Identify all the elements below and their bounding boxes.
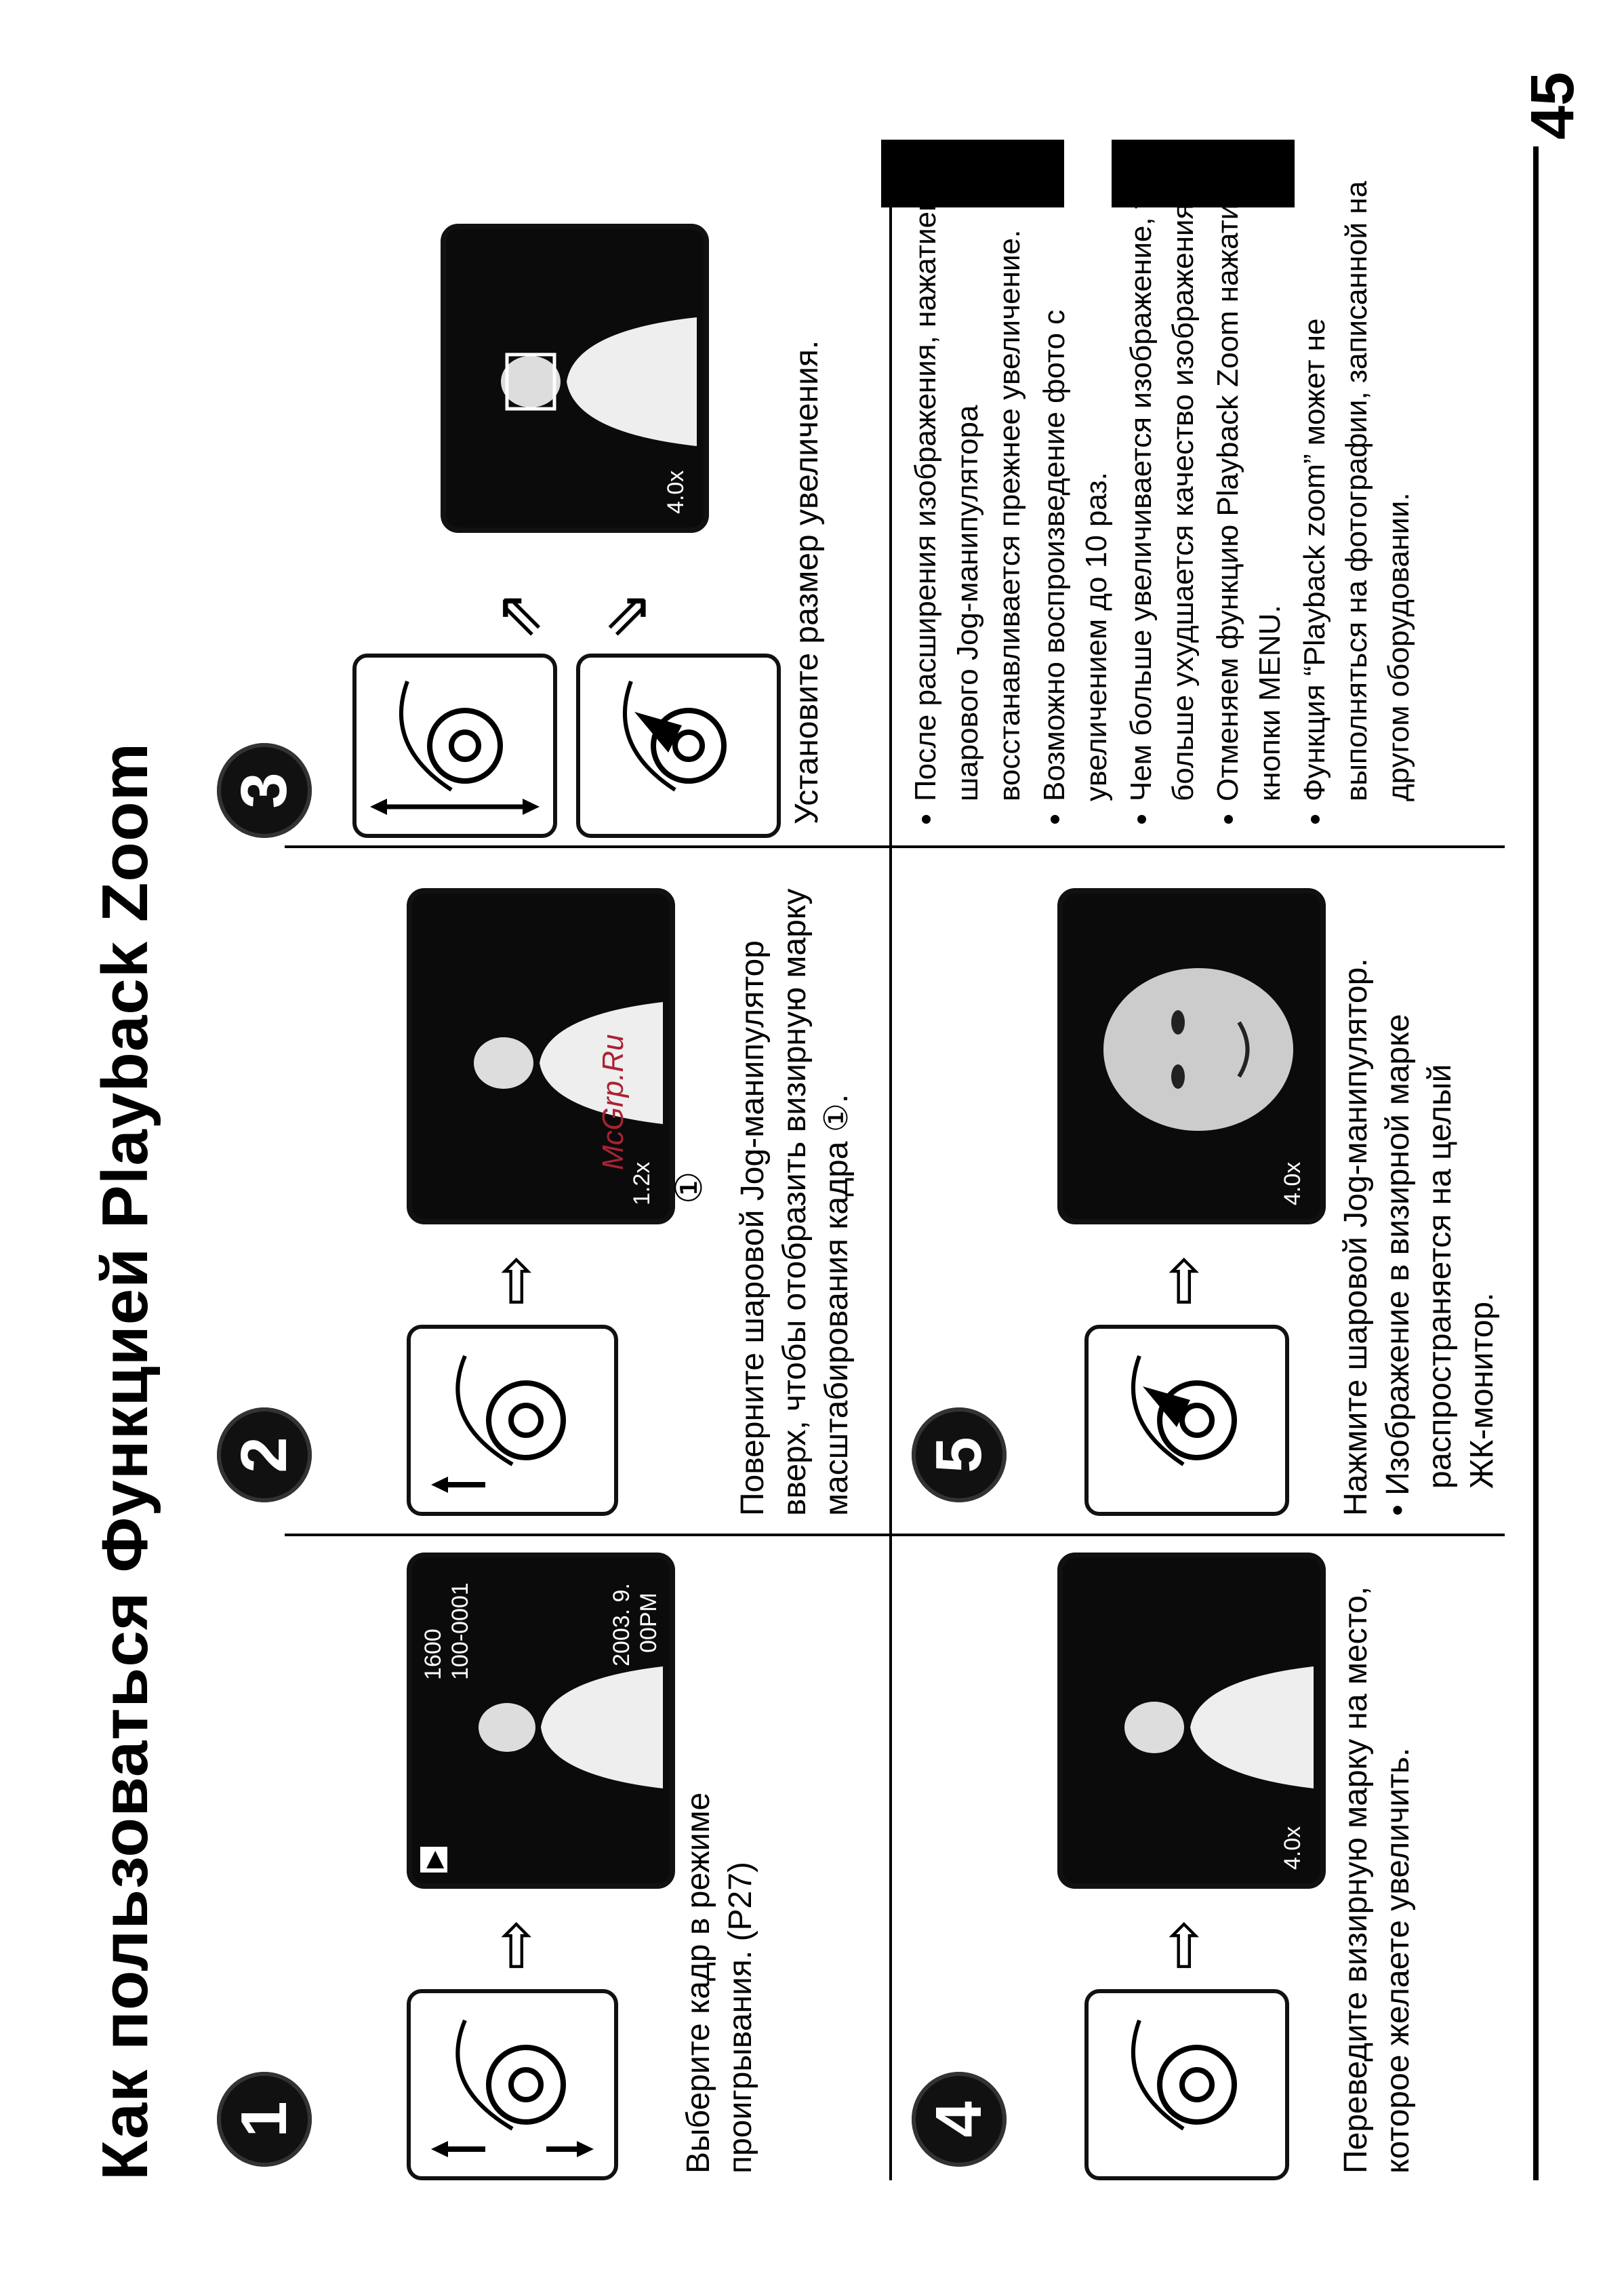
photo-figure (1117, 1653, 1314, 1802)
photo-figure (473, 1653, 663, 1802)
note-item: • После расширения изображения, нажатием шарового Jog-манипулятора восстанавливается прежнее увеличение. (905, 153, 1031, 801)
step-5-line-2: • Изображение в визирной марке (1380, 1014, 1416, 1516)
row-divider (889, 146, 892, 2180)
step-5-line-4: ЖК-монитор. (1464, 1292, 1500, 1489)
step-2-badge: 2 (217, 1407, 312, 1502)
flow-arrow-up-icon: ⇗ (485, 590, 552, 641)
photo-face-closeup (1083, 948, 1307, 1165)
step-4-text: Переведите визирную марку на место, которое желаете увеличить. (1338, 1586, 1416, 2174)
date-label: 2003. 9. (609, 1583, 634, 1666)
jog-dial-press-icon (1089, 1329, 1285, 1512)
step-1-screen (407, 1553, 675, 1889)
notes-section (905, 153, 1423, 831)
step-5-screen (1057, 888, 1326, 1224)
step-2-text: Поверните шаровой Jog-манипулятор вверх, чтобы отобразить визирную марку масштабирования кадра ①. (735, 888, 855, 1516)
step-1-jog-panel (407, 1989, 618, 2180)
photo-figure (493, 304, 697, 460)
step-3-text: Установите размер увеличения. (789, 340, 825, 824)
jog-dial-press-icon (580, 658, 777, 834)
photo-figure (466, 988, 663, 1138)
flow-arrow-icon: ⇨ (1149, 1254, 1217, 1306)
step-5-jog-panel (1084, 1325, 1289, 1516)
jog-dial-icon (357, 658, 553, 834)
quality-label: 1600 (420, 1628, 446, 1680)
bottom-rule (1533, 146, 1539, 2180)
time-label: 00PM (636, 1593, 662, 1653)
step-3-jog-panel-lower (576, 654, 781, 838)
watermark: McGrp.Ru (596, 1034, 630, 1170)
page-title: Как пользоваться Функцией Playback Zoom (89, 742, 161, 2180)
play-mode-icon: ▶ (420, 1847, 447, 1873)
step-1-badge: 1 (217, 2072, 312, 2167)
note-item: • Возможно воспроизведение фото с увеличением до 10 раз. (1034, 153, 1118, 801)
note-item: • Чем больше увеличивается изображение, тем больше ухудшается качество изображения. (1120, 153, 1204, 801)
flow-arrow-icon: ⇨ (481, 1919, 549, 1970)
step-3-jog-panel-upper (352, 654, 557, 838)
zoom-label: 4.0x (663, 470, 689, 514)
note-item: • Функция “Playback zoom” может не выполняться на фотографии, записанной на другом оборудовании. (1294, 153, 1420, 801)
step-5-text (1335, 865, 1503, 1516)
step-4-screen (1057, 1553, 1326, 1889)
flow-arrow-icon: ⇨ (1149, 1919, 1217, 1970)
step-5-line-1: Нажмите шаровой Jog-манипулятор. (1338, 958, 1374, 1516)
step-5-badge: 5 (912, 1407, 1007, 1502)
col-divider-1 (285, 1534, 1505, 1536)
flow-arrow-icon: ⇨ (481, 1254, 549, 1306)
step-3-badge: 3 (217, 743, 312, 838)
jog-dial-icon (1089, 1993, 1285, 2176)
step-4-badge: 4 (912, 2072, 1007, 2167)
flow-arrow-down-icon: ⇘ (593, 590, 661, 641)
step-4-jog-panel (1084, 1989, 1289, 2180)
step-3-screen (441, 224, 709, 533)
notes-list (905, 153, 1420, 831)
zoom-label: 1.2x (629, 1161, 655, 1205)
zoom-label: 4.0x (1280, 1161, 1305, 1205)
step-2-jog-panel (407, 1325, 618, 1516)
page-number: 45 (1519, 71, 1587, 140)
callout-marker: ① (669, 1171, 710, 1204)
jog-dial-icon (411, 1329, 614, 1512)
jog-dial-icon (411, 1993, 614, 2176)
step-1-text: Выберите кадр в режиме проигрывания. (P27) (681, 1792, 758, 2174)
file-number: 100-0001 (447, 1582, 473, 1680)
col-divider-2 (285, 845, 1505, 848)
step-5-line-3: распространяется на целый (1422, 1064, 1458, 1489)
note-item: • Отменяем функцию Playback Zoom нажатием кнопки MENU. (1207, 153, 1291, 801)
step-2-screen (407, 888, 675, 1224)
zoom-label: 4.0x (1280, 1826, 1305, 1870)
